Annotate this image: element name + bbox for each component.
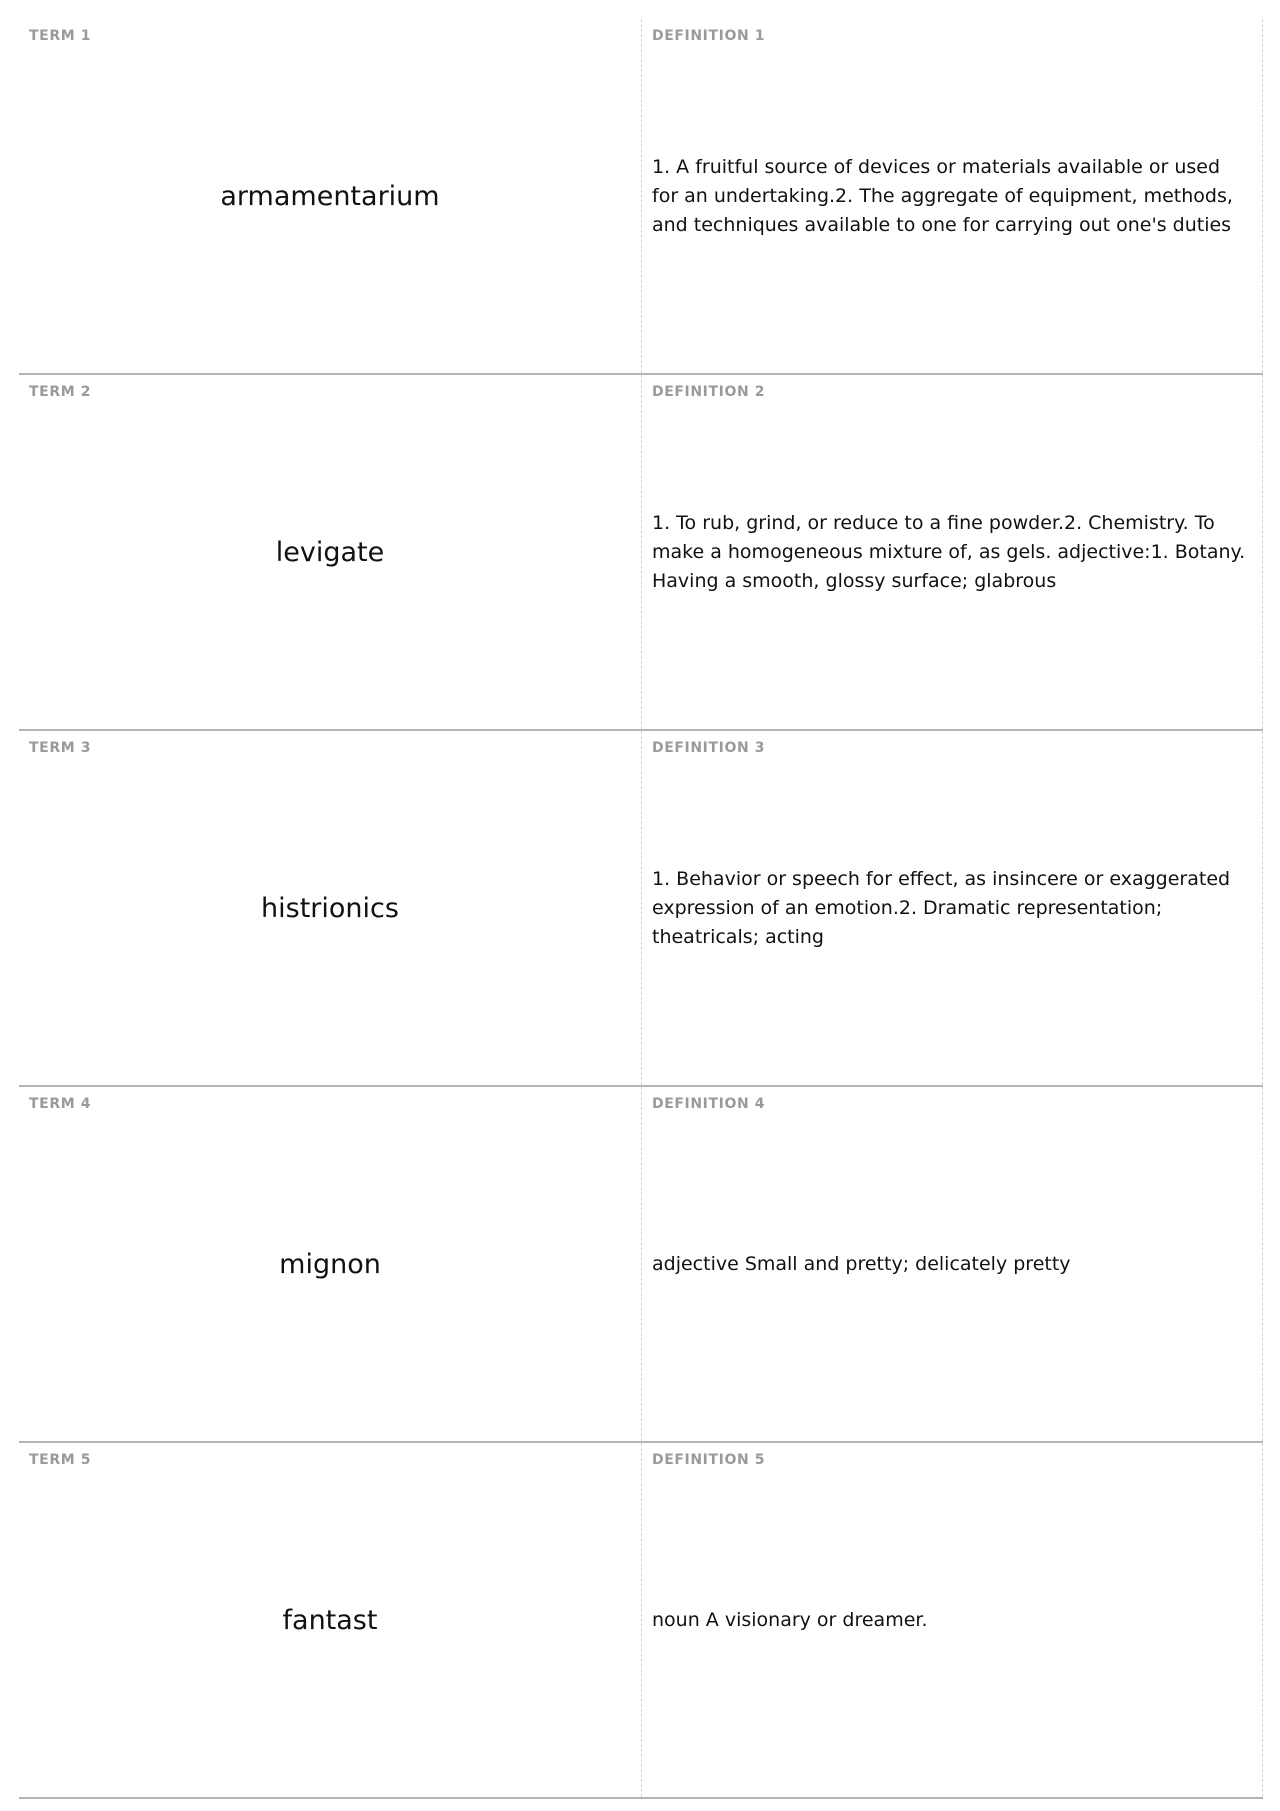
definition-text: 1. A fruitful source of devices or materials available or used for an undertaking.2. The aggregate of equipment, methods, and techniques available to one for carrying out one's duties xyxy=(652,155,1233,236)
term-label: TERM 4 xyxy=(29,1096,92,1112)
definition-label: DEFINITION 3 xyxy=(652,740,766,756)
flashcard-row xyxy=(19,1087,1263,1443)
term-cell xyxy=(19,1443,642,1797)
definition-cell xyxy=(642,1443,1263,1797)
term-label: TERM 1 xyxy=(29,28,92,44)
term-label: TERM 2 xyxy=(29,384,92,400)
term-text: mignon xyxy=(279,1248,381,1280)
definition-label: DEFINITION 5 xyxy=(652,1452,766,1468)
definition-text: adjective Small and pretty; delicately pretty xyxy=(652,1252,1071,1275)
definition-text: noun A visionary or dreamer. xyxy=(652,1608,928,1631)
definition-label: DEFINITION 2 xyxy=(652,384,766,400)
definition-label: DEFINITION 4 xyxy=(652,1096,766,1112)
term-text: armamentarium xyxy=(220,180,440,212)
term-text: fantast xyxy=(282,1604,378,1636)
term-cell xyxy=(19,731,642,1085)
flashcard-row xyxy=(19,1443,1263,1799)
flashcard-sheet xyxy=(19,19,1263,1799)
flashcard-row xyxy=(19,375,1263,731)
term-cell xyxy=(19,375,642,729)
flashcard-row xyxy=(19,19,1263,375)
term-cell xyxy=(19,1087,642,1441)
flashcard-row xyxy=(19,731,1263,1087)
term-text: histrionics xyxy=(261,892,399,924)
definition-cell xyxy=(642,1087,1263,1441)
term-label: TERM 3 xyxy=(29,740,92,756)
term-label: TERM 5 xyxy=(29,1452,92,1468)
term-text: levigate xyxy=(275,536,385,568)
definition-cell xyxy=(642,375,1263,729)
definition-cell xyxy=(642,731,1263,1085)
definition-cell xyxy=(642,19,1263,373)
definition-label: DEFINITION 1 xyxy=(652,28,766,44)
definition-text: 1. To rub, grind, or reduce to a fine powder.2. Chemistry. To make a homogeneous mixture of, as gels. adjective:1. Botany. Having a smooth, glossy surface; glabrous xyxy=(652,511,1246,592)
term-cell xyxy=(19,19,642,373)
definition-text: 1. Behavior or speech for effect, as insincere or exaggerated expression of an emotion.2. Dramatic representation; theatricals; acting xyxy=(652,867,1231,948)
